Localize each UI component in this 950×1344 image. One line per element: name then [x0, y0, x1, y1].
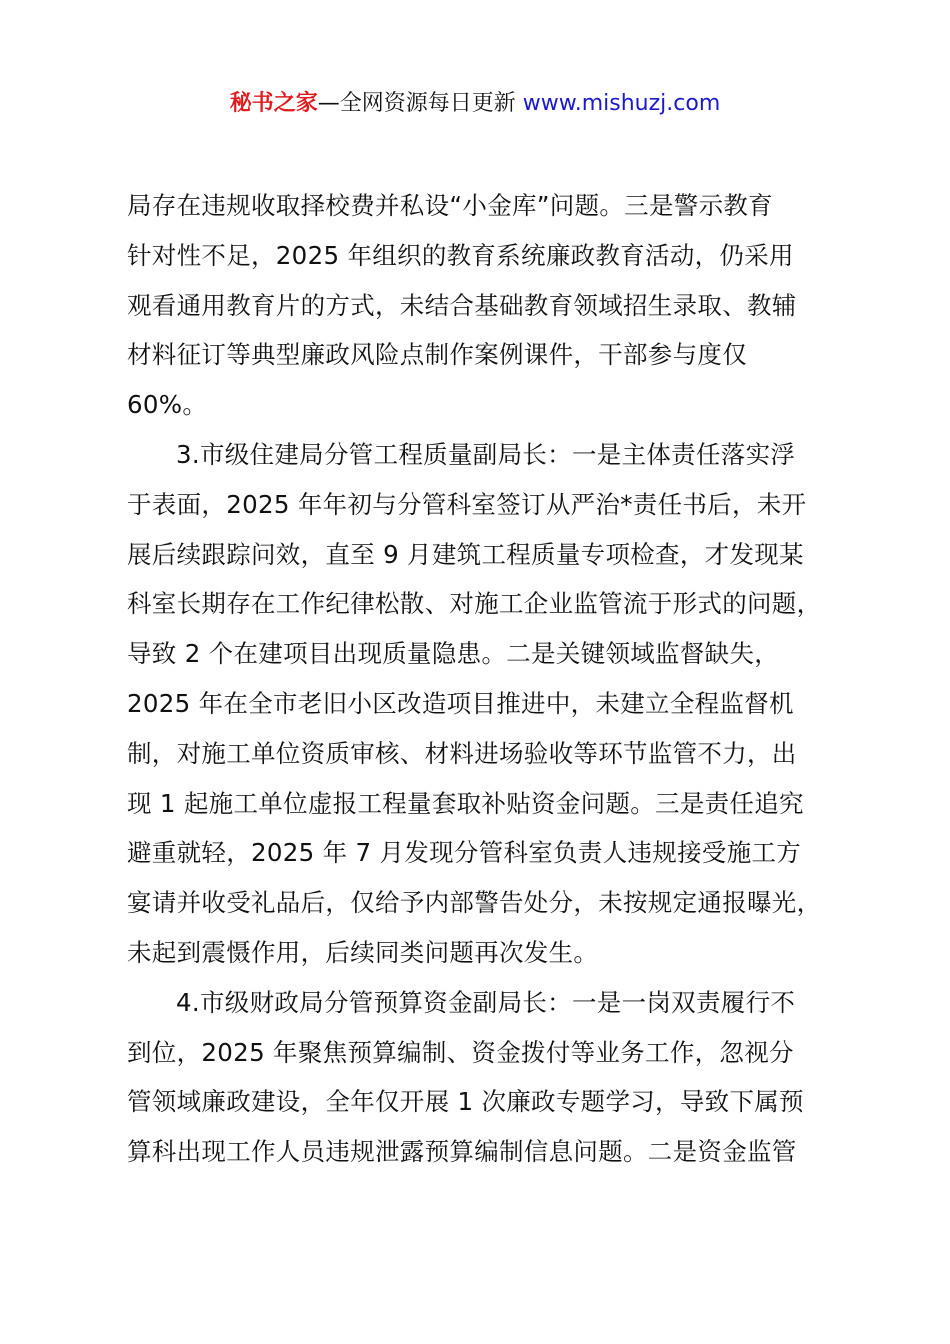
text-line: 展后续跟踪问效，直至 9 月建筑工程质量专项检查，才发现某	[127, 539, 804, 569]
site-url-link[interactable]: www.mishuzj.com	[522, 91, 721, 116]
text-line: 60%。	[127, 390, 208, 420]
text-line: 制，对施工单位资质审核、材料进场验收等环节监管不力，出	[127, 738, 797, 768]
text-line: 导致 2 个在建项目出现质量隐患。二是关键领域监督缺失，	[127, 639, 780, 669]
paragraph-start-line: 3.市级住建局分管工程质量副局长：一是主体责任落实浮	[176, 439, 796, 469]
text-line: 2025 年在全市老旧小区改造项目推进中，未建立全程监督机	[127, 688, 794, 718]
page-header	[0, 88, 950, 120]
brand-name: 秘书之家	[229, 91, 318, 116]
text-line: 避重就轻，2025 年 7 月发现分管科室负责人违规接受施工方	[127, 838, 802, 868]
text-line: 材料征订等典型廉政风险点制作案例课件，干部参与度仅	[127, 340, 747, 370]
paragraph-start-line: 4.市级财政局分管预算资金副局长：一是一岗双责履行不	[176, 987, 796, 1017]
document-body	[127, 181, 833, 1177]
text-line: 宴请并收受礼品后，仅给予内部警告处分，未按规定通报曝光，	[127, 888, 822, 918]
header-tagline: —全网资源每日更新	[317, 91, 523, 116]
text-line: 科室长期存在工作纪律松散、对施工企业监管流于形式的问题，	[127, 589, 822, 619]
text-line: 未起到震慑作用，后续同类问题再次发生。	[127, 937, 599, 967]
text-line: 到位，2025 年聚焦预算编制、资金拨付等业务工作，忽视分	[127, 1037, 794, 1067]
text-line: 算科出现工作人员违规泄露预算编制信息问题。二是资金监管	[127, 1137, 797, 1167]
text-line: 针对性不足，2025 年组织的教育系统廉政教育活动，仍采用	[127, 240, 794, 270]
text-line: 现 1 起施工单位虚报工程量套取补贴资金问题。三是责任追究	[127, 788, 804, 818]
text-line: 管领域廉政建设，全年仅开展 1 次廉政专题学习，导致下属预	[127, 1087, 804, 1117]
text-line: 局存在违规收取择校费并私设“小金库”问题。三是警示教育	[127, 191, 773, 220]
text-line: 观看通用教育片的方式，未结合基础教育领域招生录取、教辅	[127, 290, 797, 320]
text-line: 于表面，2025 年年初与分管科室签订从严治*责任书后，未开	[127, 489, 807, 519]
